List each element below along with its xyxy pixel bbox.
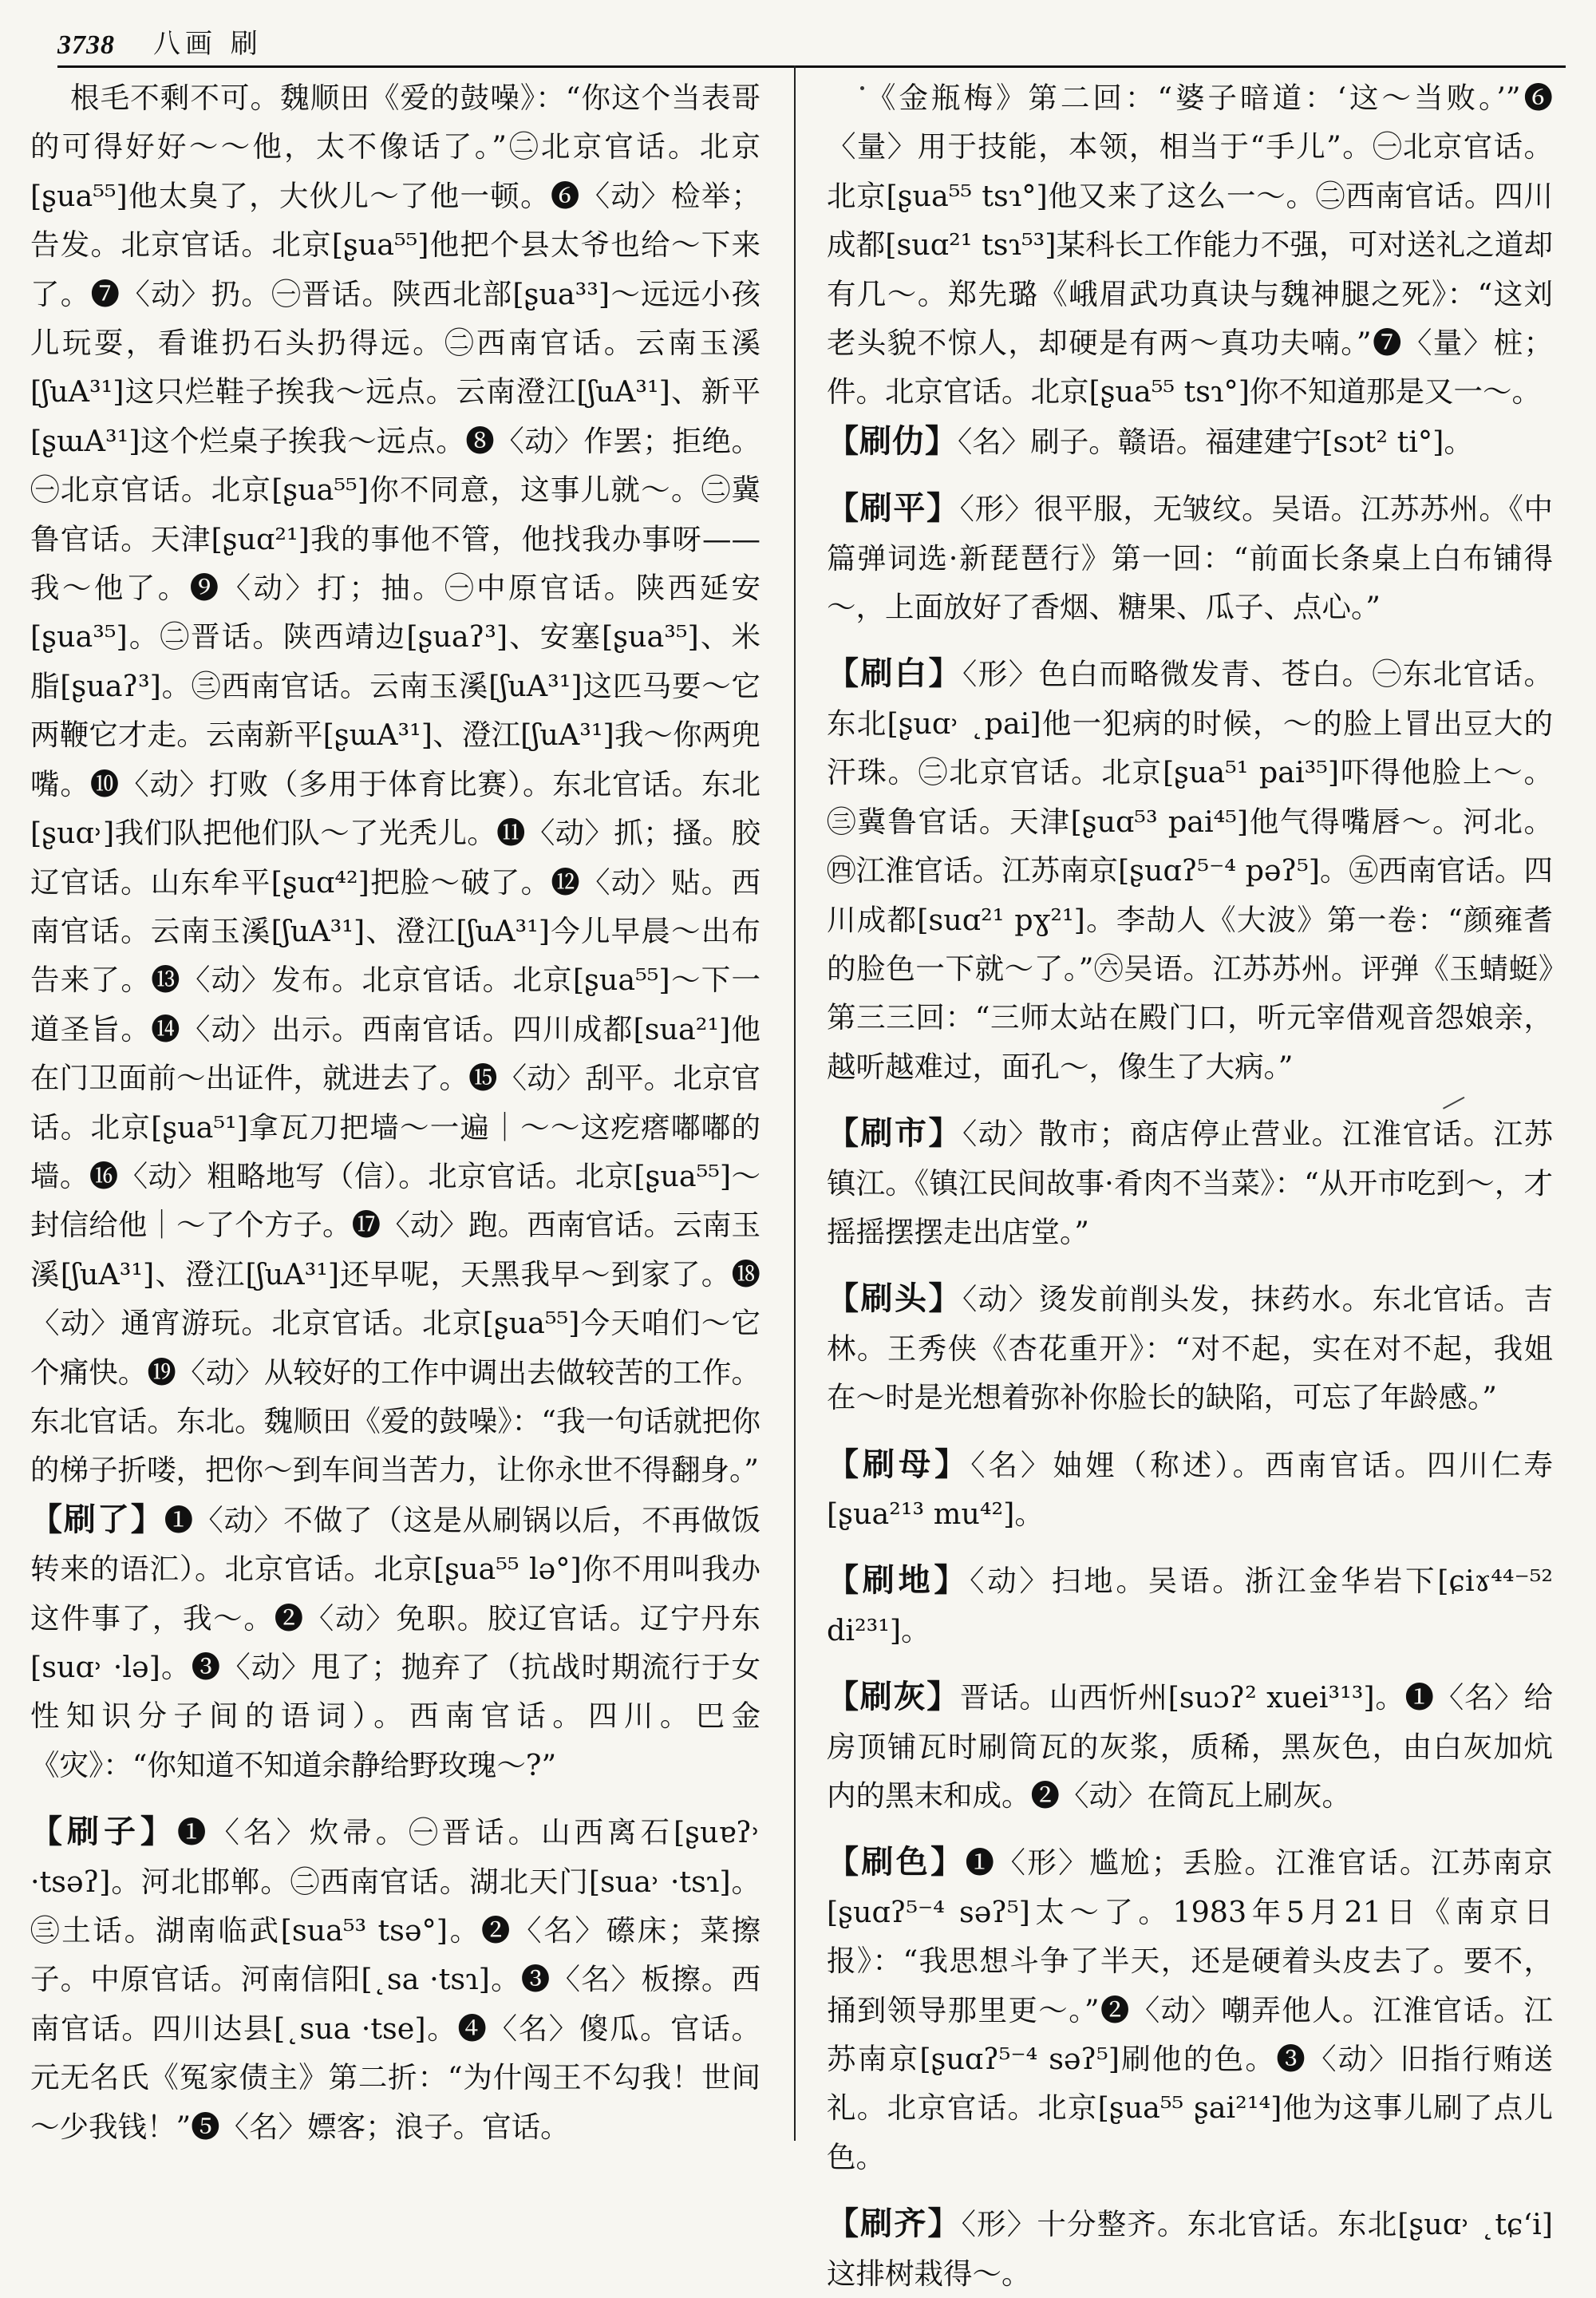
- entry-shuase: [827, 1837, 1553, 2181]
- entry-headword: 【刷头】: [827, 1280, 962, 1318]
- entry-body: ❶〈名〉炊帚。㊀晋话。山西离石[ʂuɐʔ˒ ·tsəʔ]。河北邯郸。㊁西南官话。湖北天门[sua˒ ·tsɿ]。㊂土话。湖南临武[sua⁵³ tsə°]。❷〈名〉礤床；菜擦子。中原官话。河南信阳[˛sa ·tsɿ]。❸〈名〉板擦。西南官话。四川达县[˛sua ·tse]。❹〈名〉傻瓜。官话。元无名氏《冤家债主》第二折：“为什闯王不勾我！世间～少我钱！”❺〈名〉嫖客；浪子。官话。: [30, 1815, 760, 2144]
- entry-shuale: [30, 1495, 760, 1790]
- right-continuation: 《金瓶梅》第二回：“婆子暗道：‘这～当败。’”❻〈量〉用于技能，本领，相当于“手儿”。㊀北京官话。北京[ʂua⁵⁵ tsɿ°]他又来了这么一～。㊁西南官话。四川成都[suɑ²¹ tsɿ⁵³]某科长工作能力不强，可对送礼之道却有几～。郑先璐《峨眉武功真诀与魏神腿之死》：“这刘老头貌不惊人，却硬是有两～真功夫喃。”❼〈量〉桩；件。北京官话。北京[ʂua⁵⁵ tsɿ°]你不知道那是又一～。: [827, 81, 1553, 409]
- entry-headword: 【刷灰】: [827, 1678, 960, 1716]
- entry-shuale-2: [827, 417, 1553, 466]
- entry-shuashi: [827, 1109, 1553, 1256]
- entry-headword: 【刷市】: [827, 1114, 962, 1153]
- entry-body: 晋话。山西忻州[suɔʔ² xuei³¹³]。❶〈名〉给房顶铺瓦时刷筒瓦的灰浆，质稀，黑灰色，由白灰加炕内的黑末和成。❷〈动〉在筒瓦上刷灰。: [827, 1680, 1553, 1813]
- entry-shuahui: [827, 1672, 1553, 1820]
- entry-headword: 【刷平】: [827, 489, 960, 528]
- entry-body: 〈名〉妯娌（称述）。西南官话。四川仁寿[ʂua²¹³ mu⁴²]。: [827, 1447, 1554, 1531]
- entry-shuadi: [827, 1556, 1553, 1655]
- column-divider: [794, 65, 796, 2141]
- left-column: [30, 73, 761, 2144]
- entry-headword: 【刷齐】: [827, 2205, 962, 2243]
- page-header: [57, 14, 1558, 61]
- entry-headword: 【刷色】: [827, 1843, 966, 1881]
- entry-body: 〈动〉烫发前削头发，抹药水。东北官话。吉林。王秀侠《杏花重开》：“对不起，实在对不起，我姐在～时是光想着弥补你脸长的缺陷，可忘了年龄感。”: [827, 1282, 1554, 1415]
- entry-body: 〈形〉十分整齐。东北官话。东北[ʂuɑ˒ ˛tɕʻi]这排树栽得～。: [827, 2207, 1553, 2291]
- right-column: [827, 73, 1554, 2291]
- entry-shuamu: [827, 1440, 1553, 1539]
- entry-shuatou: [827, 1274, 1553, 1422]
- entry-body: ❶〈形〉尴尬；丢脸。江淮官话。江苏南京[ʂuɑʔ⁵⁻⁴ səʔ⁵]太～了。1983年5月21日《南京日报》：“我思想斗争了半天，还是硬着头皮去了。要不，捅到领导那里更～。”❷〈动〉嘲弄他人。江淮官话。江苏南京[ʂuɑʔ⁵⁻⁴ səʔ⁵]刷他的色。❸〈动〉旧指行贿送礼。北京官话。北京[ʂua⁵⁵ ʂai²¹⁴]他为这事儿刷了点儿色。: [827, 1845, 1554, 2174]
- entry-headword: 【刷母】: [827, 1445, 971, 1483]
- entry-headword: 【刷白】: [827, 655, 962, 693]
- entry-shuabai: [827, 649, 1553, 1091]
- entry-body: 〈名〉刷子。赣语。福建建宁[sɔt² ti°]。: [958, 424, 1473, 459]
- entry-headword: 【刷子】: [30, 1813, 177, 1851]
- header-rule: [57, 65, 1566, 68]
- entry-headword: 【刷仂】: [827, 421, 958, 460]
- entry-shuaqi: [827, 2199, 1553, 2298]
- entry-body: 〈动〉扫地。吴语。浙江金华岩下[ɕiɤ⁴⁴⁻⁵² di²³¹]。: [827, 1564, 1554, 1647]
- entry-headword: 【刷地】: [827, 1561, 970, 1600]
- page-number: 3738: [57, 30, 115, 60]
- entry-body: 〈形〉很平服，无皱纹。吴语。江苏苏州。《中篇弹词选·新琵琶行》第一回：“前面长条桌上白布铺得～，上面放好了香烟、糖果、瓜子、点心。”: [827, 492, 1554, 625]
- entry-body: ❶〈动〉不做了（这是从刷锅以后，不再做饭转来的语汇）。北京官话。北京[ʂua⁵⁵ lə°]你不用叫我办这件事了，我～。❷〈动〉免职。胶辽官话。辽宁丹东[suɑ˒ ·lə]。❸〈动〉甩了；抛弃了（抗战时期流行于女性知识分子间的语词）。西南官话。四川。巴金《灾》：“你知道不知道余静给野玫瑰～?”: [30, 1502, 761, 1782]
- entry-body: 〈动〉散市；商店停止营业。江淮官话。江苏镇江。《镇江民间故事·肴肉不当菜》：“从开市吃到～，才摇摇摆摆走出店堂。”: [827, 1117, 1554, 1249]
- entry-headword: 【刷了】: [30, 1500, 164, 1538]
- running-title: 八画 刷: [153, 28, 263, 60]
- left-continuation: 根毛不剩不可。魏顺田《爱的鼓噪》：“你这个当表哥的可得好好～～他，太不像话了。”㊁北京官话。北京[ʂua⁵⁵]他太臭了，大伙儿～了他一顿。❻〈动〉检举；告发。北京官话。北京[ʂua⁵⁵]他把个县太爷也给～下来了。❼〈动〉扔。㊀晋话。陕西北部[ʂua³³]～远远小孩儿玩耍，看谁扔石头扔得远。㊁西南官话。云南玉溪[ʃuA³¹]这只烂鞋子挨我～远点。云南澄江[ʃuA³¹]、新平[ʂɯA³¹]这个烂桌子挨我～远点。❽〈动〉作罢；拒绝。㊀北京官话。北京[ʂua⁵⁵]你不同意，这事儿就～。㊁冀鲁官话。天津[ʂuɑ²¹]我的事他不管，他找我办事呀——我～他了。❾〈动〉打；抽。㊀中原官话。陕西延安[ʂua³⁵]。㊁晋话。陕西靖边[ʂuaʔ³]、安塞[ʂua³⁵]、米脂[ʂuaʔ³]。㊂西南官话。云南玉溪[ʃuA³¹]这匹马要～它两鞭它才走。云南新平[ʂɯA³¹]、澄江[ʃuA³¹]我～你两兜嘴。❿〈动〉打败（多用于体育比赛）。东北官话。东北[ʂuɑ˒]我们队把他们队～了光秃儿。⓫〈动〉抓；搔。胶辽官话。山东牟平[ʂuɑ⁴²]把脸～破了。⓬〈动〉贴。西南官话。云南玉溪[ʃuA³¹]、澄江[ʃuA³¹]今儿早晨～出布告来了。⓭〈动〉发布。北京官话。北京[ʂua⁵⁵]～下一道圣旨。⓮〈动〉出示。西南官话。四川成都[sua²¹]他在门卫面前～出证件，就进去了。⓯〈动〉刮平。北京官话。北京[ʂua⁵¹]拿瓦刀把墙～一遍｜～～这疙瘩嘟嘟的墙。⓰〈动〉粗略地写（信）。北京官话。北京[ʂua⁵⁵]～封信给他｜～了个方子。⓱〈动〉跑。西南官话。云南玉溪[ʃuA³¹]、澄江[ʃuA³¹]还早呢，天黑我早～到家了。⓲〈动〉通宵游玩。北京官话。北京[ʂua⁵⁵]今天咱们～它个痛快。⓳〈动〉从较好的工作中调出去做较苦的工作。东北官话。东北。魏顺田《爱的鼓噪》：“我一句话就把你的梯子折喽，把你～到车间当苦力，让你永世不得翻身。”: [30, 81, 760, 1488]
- entry-shuaping: [827, 484, 1553, 631]
- entry-shuazi: [30, 1807, 760, 2151]
- entry-body: 〈形〉色白而略微发青、苍白。㊀东北官话。东北[ʂuɑ˒ ˛pai]他一犯病的时候，～的脸上冒出豆大的汗珠。㊁北京官话。北京[ʂua⁵¹ pai³⁵]吓得他脸上～。㊂冀鲁官话。天津[ʂuɑ⁵³ pai⁴⁵]他气得嘴唇～。河北。㊃江淮官话。江苏南京[ʂuɑʔ⁵⁻⁴ pəʔ⁵]。㊄西南官话。四川成都[suɑ²¹ pɣ²¹]。李劼人《大波》第一卷：“颜雍耆的脸色一下就～了。”㊅吴语。江苏苏州。评弹《玉蜻蜓》第三三回：“三师太站在殿门口，听元宰借观音怨娘亲，越听越难过，面孔～，像生了大病。”: [827, 657, 1554, 1084]
